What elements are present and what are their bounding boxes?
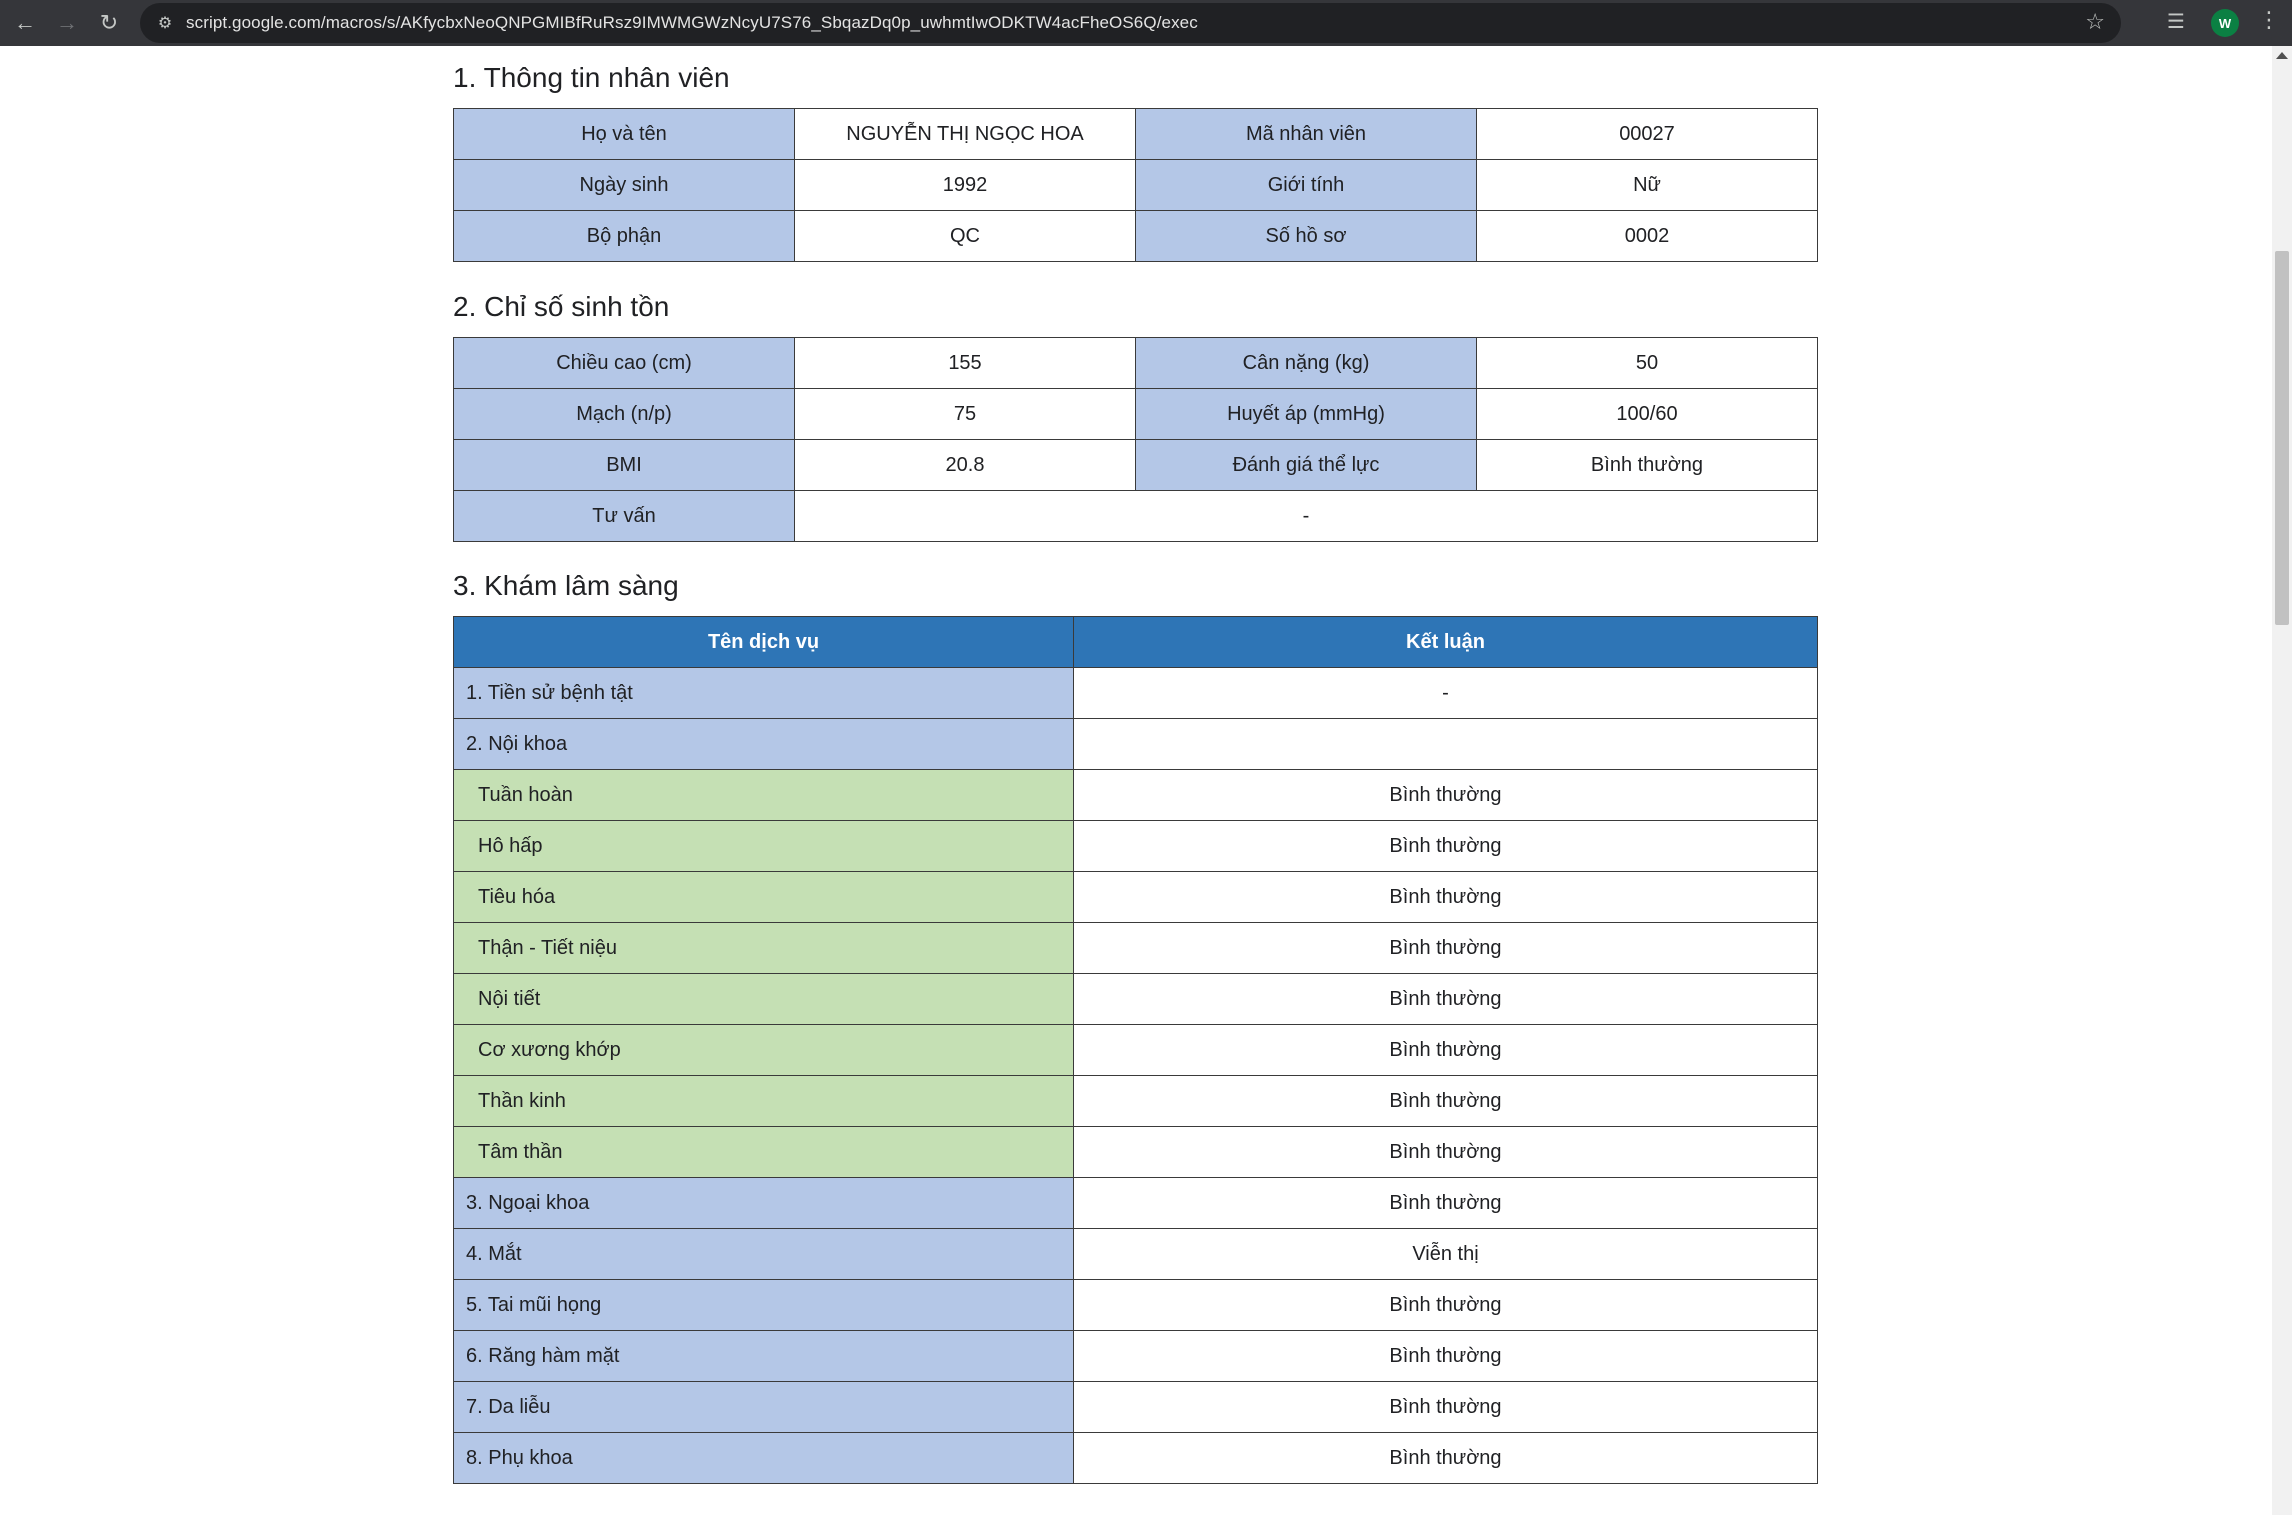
field-value: 00027 [1477,109,1818,160]
table-row [454,1127,1818,1178]
field-value: 50 [1477,338,1818,389]
field-value: 1992 [795,160,1136,211]
service-result: Bình thường [1074,923,1818,974]
field-label: Mạch (n/p) [454,389,795,440]
column-header-service: Tên dịch vụ [454,617,1074,668]
table-header-row [454,617,1818,668]
field-value: QC [795,211,1136,262]
table-row [454,1433,1818,1484]
service-result [1074,719,1818,770]
column-header-conclusion: Kết luận [1074,617,1818,668]
field-label: Giới tính [1136,160,1477,211]
table-row [454,109,1818,160]
vertical-scrollbar[interactable] [2272,46,2292,1515]
service-name: Hô hấp [454,821,1074,872]
service-result: Bình thường [1074,1178,1818,1229]
field-value: 155 [795,338,1136,389]
clinical-exam-table [453,616,1818,1484]
service-name: 4. Mắt [454,1229,1074,1280]
reload-icon[interactable]: ↻ [99,10,119,35]
advice-label: Tư vấn [454,491,795,542]
address-bar[interactable] [140,3,2121,43]
service-result: Bình thường [1074,1280,1818,1331]
table-row [454,1382,1818,1433]
field-value: NGUYỄN THỊ NGỌC HOA [795,109,1136,160]
service-result: Bình thường [1074,821,1818,872]
table-row [454,719,1818,770]
service-result: Bình thường [1074,974,1818,1025]
service-name: 7. Da liễu [454,1382,1074,1433]
table-row [454,338,1818,389]
site-info-icon[interactable]: ⚙ [157,15,173,32]
service-name: 8. Phụ khoa [454,1433,1074,1484]
field-label: Mã nhân viên [1136,109,1477,160]
service-name: Nội tiết [454,974,1074,1025]
back-arrow-icon[interactable]: ← [14,10,36,35]
section-title-vital-signs: 2. Chỉ số sinh tồn [453,291,670,322]
field-value: Nữ [1477,160,1818,211]
advice-value: - [795,491,1818,542]
field-value: Bình thường [1477,440,1818,491]
field-label: Họ và tên [454,109,795,160]
field-value: 0002 [1477,211,1818,262]
table-row [454,389,1818,440]
vital-signs-table [453,337,1818,542]
field-value: 75 [795,389,1136,440]
service-result: Bình thường [1074,1025,1818,1076]
media-controls-icon[interactable]: ☰ [2167,11,2185,33]
table-row [454,440,1818,491]
table-row [454,160,1818,211]
forward-arrow-icon[interactable]: → [56,10,78,35]
service-result: Bình thường [1074,1076,1818,1127]
scroll-up-arrow-icon[interactable] [2276,52,2288,59]
scrollbar-thumb[interactable] [2275,251,2289,625]
browser-toolbar [0,0,2292,46]
table-row [454,1280,1818,1331]
profile-avatar[interactable]: W [2211,9,2239,37]
service-result: Bình thường [1074,1382,1818,1433]
table-row [454,668,1818,719]
page-content [0,46,2272,1515]
field-label: Cân nặng (kg) [1136,338,1477,389]
service-result: Bình thường [1074,770,1818,821]
field-label: Chiều cao (cm) [454,338,795,389]
service-result: Bình thường [1074,1433,1818,1484]
service-name: 2. Nội khoa [454,719,1074,770]
field-value: 20.8 [795,440,1136,491]
field-label: Đánh giá thể lực [1136,440,1477,491]
service-name: Tiêu hóa [454,872,1074,923]
table-row [454,1178,1818,1229]
table-row [454,1076,1818,1127]
service-name: Thận - Tiết niệu [454,923,1074,974]
section-title-clinical-exam: 3. Khám lâm sàng [453,570,679,601]
advice-row [454,491,1818,542]
service-name: Tâm thần [454,1127,1074,1178]
service-name: 6. Răng hàm mặt [454,1331,1074,1382]
section-title-employee-info: 1. Thông tin nhân viên [453,62,730,93]
field-label: Bộ phận [454,211,795,262]
service-result: Viễn thị [1074,1229,1818,1280]
table-row [454,770,1818,821]
service-name: Tuần hoàn [454,770,1074,821]
employee-info-table [453,108,1818,262]
menu-kebab-icon[interactable]: ⋮ [2258,7,2280,32]
table-row [454,211,1818,262]
field-value: 100/60 [1477,389,1818,440]
table-row [454,974,1818,1025]
field-label: Huyết áp (mmHg) [1136,389,1477,440]
service-name: Thần kinh [454,1076,1074,1127]
bookmark-star-icon[interactable]: ☆ [2085,9,2105,34]
url-text[interactable]: script.google.com/macros/s/AKfycbxNeoQNPGMIBfRuRsz9IMWMGWzNcyU7S76_SbqazDq0p_uwhmtIwODKTW4acFheOS6Q/exec [186,13,1198,32]
field-label: BMI [454,440,795,491]
table-row [454,1025,1818,1076]
service-name: 1. Tiền sử bệnh tật [454,668,1074,719]
table-row [454,872,1818,923]
service-result: Bình thường [1074,872,1818,923]
service-name: 5. Tai mũi họng [454,1280,1074,1331]
service-name: Cơ xương khớp [454,1025,1074,1076]
service-result: Bình thường [1074,1331,1818,1382]
service-name: 3. Ngoại khoa [454,1178,1074,1229]
table-row [454,923,1818,974]
field-label: Ngày sinh [454,160,795,211]
service-result: - [1074,668,1818,719]
service-result: Bình thường [1074,1127,1818,1178]
field-label: Số hồ sơ [1136,211,1477,262]
table-row [454,1331,1818,1382]
table-row [454,821,1818,872]
table-row [454,1229,1818,1280]
